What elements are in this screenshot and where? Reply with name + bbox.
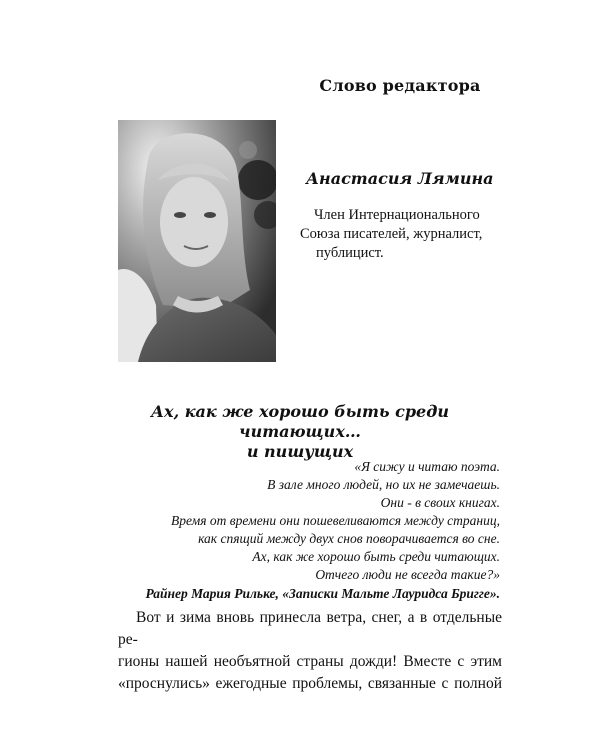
epigraph-line: Отчего люди не всегда такие?» <box>315 567 500 582</box>
author-bio-line: Союза писателей, журналист, <box>300 226 483 242</box>
epigraph-line: Ах, как же хорошо быть среди читающих. <box>252 549 500 564</box>
epigraph-attribution: Райнер Мария Рильке, «Записки Мальте Лауридса Бригге». <box>145 586 500 601</box>
section-title: Слово редактора <box>319 76 481 95</box>
author-bio <box>300 206 514 263</box>
author-bio-line: Член Интернационального <box>314 207 480 223</box>
author-photo <box>118 120 276 362</box>
headline-line: Ах, как же хорошо быть среди читающих… <box>151 402 449 441</box>
body-line: Вот и зима вновь принесла ветра, снег, а в отдельные ре- <box>118 609 502 648</box>
author-portrait-image <box>118 120 276 362</box>
body-line: «проснулись» ежегодные проблемы, связанные с полной <box>118 675 502 692</box>
body-paragraph <box>118 607 502 695</box>
epigraph-line: Время от времени они пошевеливаются между страниц, <box>171 513 500 528</box>
headline-line: и пишущих <box>246 442 354 461</box>
epigraph-line: Они - в своих книгах. <box>380 495 500 510</box>
body-line: гионы нашей необъятной страны дожди! Вместе с этим <box>118 653 502 670</box>
author-bio-line: публицист. <box>316 245 384 261</box>
epigraph-line: В зале много людей, но их не замечаешь. <box>267 477 500 492</box>
author-name: Анастасия Лямина <box>306 169 494 188</box>
epigraph-line: «Я сижу и читаю поэта. <box>354 459 500 474</box>
epigraph <box>80 458 500 603</box>
article-headline <box>100 402 500 462</box>
epigraph-line: как спящий между двух снов поворачивается во сне. <box>198 531 500 546</box>
